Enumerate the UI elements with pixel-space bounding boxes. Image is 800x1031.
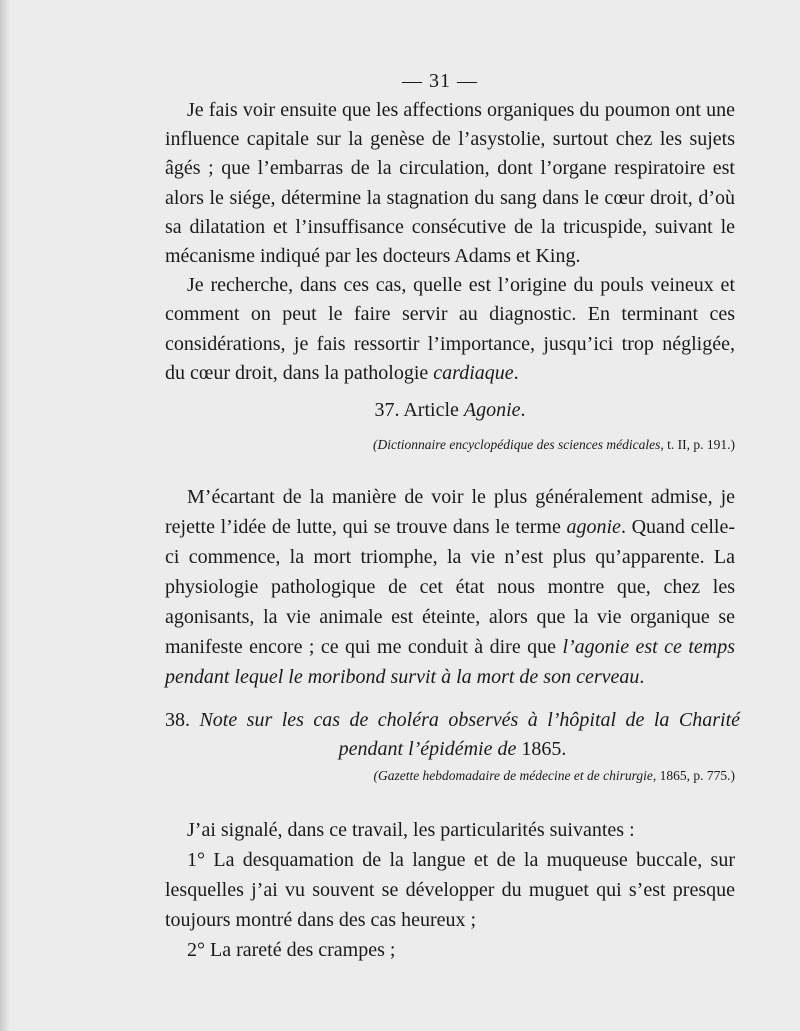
section-37-title: Agonie [463,399,521,421]
section-37-source-title: (Dictionnaire encyclopédique des sciences médicales, [372,437,664,452]
section-38-item-2: 2° La rareté des crampes ; [187,939,396,961]
section-37-paragraph [165,482,735,692]
section-38-source-title: (Gazette hebdomadaire de médecine et de chirurgie, [373,768,657,783]
section-37-text-1: M’écartant de la manière de voir le plus généralement admise, je rejette l’idée de lutte, qui se trouve dans le terme [165,486,735,538]
section-37-text-3: . [639,666,645,688]
section-38-heading-line-1 [165,706,740,735]
intro-paragraph-2-text: Je recherche, dans ces cas, quelle est l’origine du pouls veineux et comment on peut le faire servir au diagnostic. En terminant ces considérations, je fais ressortir l’importance, jusqu’ici trop négligée, du cœur droit, dans la pathologie [165,274,735,384]
page-edge-shadow [0,0,10,1031]
section-37-source-ref: t. II, p. 191.) [663,437,735,452]
section-37-text-2: . Quand celle-ci commence, la mort triomphe, la vie n’est plus qu’apparente. La physiologie pathologique de cet état nous montre que, chez les agonisants, la vie animale est éteinte, alors que la vie organique se manifeste encore ; ce qui me conduit à dire que [165,516,735,658]
section-38-title-line-1: Note sur les cas de choléra observés à l’hôpital de la Charité [199,709,740,731]
section-37-heading [165,399,735,422]
section-38-year: 1865 [521,738,562,760]
section-37-number: 37. Article [374,399,464,421]
section-38-text [165,815,735,965]
section-38-item-1: 1° La desquamation de la langue et de la muqueuse buccale, sur lesquelles j’ai vu souvent se développer du muguet qui s’est presque toujours montré dans des cas heureux ; [165,849,735,931]
intro-paragraph-1: Je fais voir ensuite que les affections organiques du poumon ont une influence capitale sur la genèse de l’asystolie, surtout chez les sujets âgés ; que l’embarras de la circulation, dont l’organe respiratoire est alors le siége, détermine la stagnation du sang dans le cœur droit, d’où sa dilatation et l’insuffisance consécutive de la tricuspide, suivant le mécanisme indiqué par les docteurs Adams et King. [165,99,735,268]
section-38-source [165,768,735,784]
section-37-italic-1: agonie [566,516,621,538]
section-37-text [165,482,735,692]
section-38-title-line-2: pendant l’épidémie de [338,738,522,760]
section-38-heading [165,706,740,764]
section-38-source-ref: 1865, p. 775.) [656,768,735,783]
section-37-italic-2: l’agonie est ce temps pendant lequel le moribond survit à la mort de son cerveau [165,636,735,688]
page-number: — 31 — [402,70,478,92]
section-38-heading-line-2 [165,735,740,764]
section-37-heading-end: . [520,399,526,421]
intro-paragraph-2 [165,271,735,388]
section-38-intro: J’ai signalé, dans ce travail, les particularités suivantes : [187,819,635,841]
intro-text [165,96,735,388]
section-38-heading-end: . [561,738,567,760]
section-38-number: 38. [165,709,200,731]
intro-paragraph-2-italic: cardiaque [433,361,514,384]
section-37-source [165,437,735,453]
intro-paragraph-2-end: . [513,361,519,384]
